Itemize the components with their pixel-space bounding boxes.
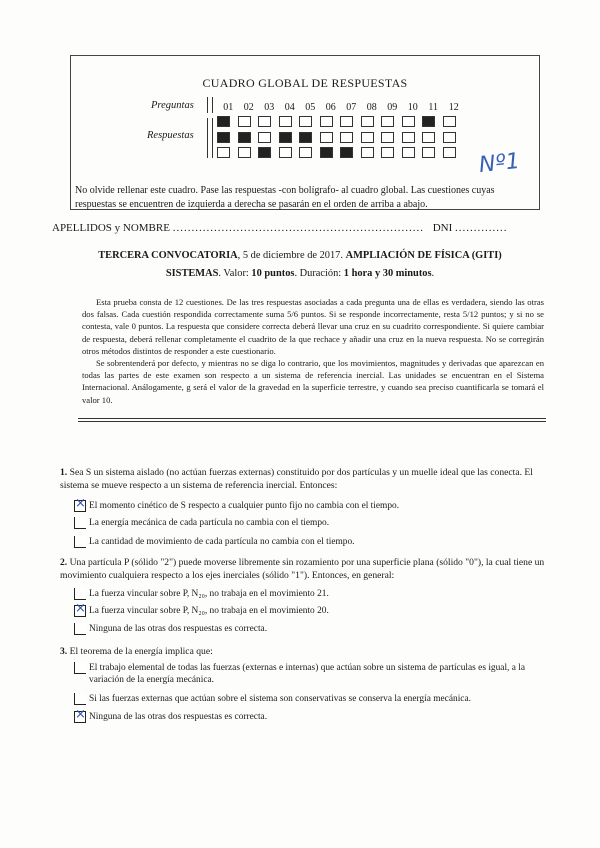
question-number-header: 10: [407, 102, 418, 113]
answer-grid-cell[interactable]: [258, 147, 271, 158]
divider: [207, 118, 213, 158]
answer-box-note: No olvide rellenar este cuadro. Pase las respuestas -con bolígrafo- al cuadro global. Las cuestiones cuyas respuestas se encuentren de izquierda a derecha se pasarán en el orden de arriba a abajo.: [75, 185, 495, 210]
option-text: La fuerza vincular sobre P, N₂₀, no trabaja en el movimiento 20.: [89, 606, 329, 616]
question-number-header: 01: [223, 102, 234, 113]
answer-grid-cell[interactable]: [299, 147, 312, 158]
date: , 5 de diciembre de 2017.: [237, 250, 346, 261]
exam-heading-line1: [0, 250, 600, 261]
answer-grid-cell[interactable]: [402, 116, 415, 127]
answer-grid-cell[interactable]: [279, 116, 292, 127]
answer-grid-cell[interactable]: [422, 147, 435, 158]
answer-grid-cell[interactable]: [361, 116, 374, 127]
exam-heading-line2: [0, 268, 600, 279]
answer-grid-cell[interactable]: [340, 132, 353, 143]
question-1: [60, 466, 546, 492]
answer-grid-cell[interactable]: [340, 147, 353, 158]
points: 10 puntos: [251, 268, 295, 279]
option-text: Ninguna de las otras dos respuestas es correcta.: [89, 712, 268, 722]
divider: [78, 418, 546, 419]
answer-grid-cell[interactable]: [443, 147, 456, 158]
question-number-header: 11: [428, 102, 439, 113]
answer-grid-cell[interactable]: [279, 147, 292, 158]
answer-grid-cell[interactable]: [238, 132, 251, 143]
answers-label: Respuestas: [147, 130, 194, 141]
option-text: El trabajo elemental de todas las fuerzas (externas e internas) que actúan sobre un sistema de partículas es igual, a la variación de la energía mecánica.: [89, 663, 526, 685]
divider: [207, 97, 213, 113]
answer-box: [70, 55, 540, 210]
name-field[interactable]: ...................................................................: [172, 222, 424, 234]
answer-checkbox[interactable]: [74, 605, 86, 617]
answer-checkbox[interactable]: [74, 536, 86, 548]
option-text: La cantidad de movimiento de cada partícula no cambia con el tiempo.: [89, 537, 355, 547]
answer-checkbox[interactable]: [74, 500, 86, 512]
subject: AMPLIACIÓN DE FÍSICA (GITI): [345, 250, 502, 261]
answer-grid-cell[interactable]: [217, 132, 230, 143]
answer-grid-cell[interactable]: [217, 116, 230, 127]
option-text: Si las fuerzas externas que actúan sobre el sistema son conservativas se conserva la energía mecánica.: [89, 694, 471, 704]
answer-grid-cell[interactable]: [217, 147, 230, 158]
question-text: El teorema de la energía implica que:: [69, 646, 213, 657]
answer-grid-cell[interactable]: [320, 147, 333, 158]
question-number-header: 08: [366, 102, 377, 113]
option-text: La fuerza vincular sobre P, N₂₀, no trabaja en el movimiento 21.: [89, 589, 329, 599]
question-numbers: [218, 102, 464, 113]
answer-grid-cell[interactable]: [402, 147, 415, 158]
answer-checkbox[interactable]: [74, 517, 86, 529]
answer-grid-cell[interactable]: [279, 132, 292, 143]
option[interactable]: [74, 693, 544, 705]
questions-label: Preguntas: [151, 100, 194, 111]
instructions-paragraph: Se sobrentenderá por defecto, y mientras no se diga lo contrario, que los movimientos, magnitudes y derivadas que aparezcan en todas las partes de este examen son respecto a un sistema de referencia inercial. Las unidades se encuentran en el Sistema Internacional. Análogamente, g será el valor de la gravedad en la superficie terrestre, y cuando sea preciso cuantificarla se tomará el valor 10.: [82, 358, 544, 405]
question-2: [60, 556, 546, 582]
option[interactable]: [74, 500, 399, 512]
name-label: APELLIDOS y NOMBRE: [52, 222, 170, 234]
answer-grid-cell[interactable]: [381, 147, 394, 158]
divider: [78, 421, 546, 422]
option[interactable]: [74, 662, 544, 686]
answer-checkbox[interactable]: [74, 711, 86, 723]
question-number-header: 05: [305, 102, 316, 113]
question-number: 2.: [60, 557, 68, 568]
answer-box-title: CUADRO GLOBAL DE RESPUESTAS: [202, 76, 408, 90]
dni-field[interactable]: ..............: [455, 222, 508, 234]
value-label: . Valor:: [218, 268, 252, 279]
answer-grid-cell[interactable]: [340, 116, 353, 127]
answer-grid-cell[interactable]: [361, 132, 374, 143]
answer-grid-cell[interactable]: [381, 116, 394, 127]
handwritten-stamp: Nº1: [477, 148, 522, 179]
option[interactable]: [74, 517, 329, 529]
answer-grid-cell[interactable]: [299, 132, 312, 143]
question-3: [60, 645, 546, 658]
question-number-header: 09: [387, 102, 398, 113]
answer-grid-cell[interactable]: [320, 116, 333, 127]
option[interactable]: [74, 605, 329, 617]
option-text: El momento cinético de S respecto a cualquier punto fijo no cambia con el tiempo.: [89, 501, 400, 511]
answer-grid-cell[interactable]: [381, 132, 394, 143]
name-line: [52, 222, 552, 234]
answer-checkbox[interactable]: [74, 662, 86, 674]
question-number-header: 12: [448, 102, 459, 113]
question-number: 3.: [60, 646, 68, 657]
option[interactable]: [74, 623, 267, 635]
answer-checkbox[interactable]: [74, 693, 86, 705]
option[interactable]: [74, 588, 329, 600]
dni-label: DNI: [432, 222, 453, 234]
answer-grid-cell[interactable]: [320, 132, 333, 143]
answer-grid-cell[interactable]: [258, 116, 271, 127]
option[interactable]: [74, 536, 355, 548]
answer-grid-cell[interactable]: [258, 132, 271, 143]
question-number-header: 04: [284, 102, 295, 113]
question-number-header: 03: [264, 102, 275, 113]
answer-grid-cell[interactable]: [299, 116, 312, 127]
question-number-header: 07: [346, 102, 357, 113]
instructions: [82, 296, 544, 406]
question-number: 1.: [60, 467, 68, 478]
question-number-header: 02: [243, 102, 254, 113]
answer-checkbox[interactable]: [74, 623, 86, 635]
duration-label: . Duración:: [294, 268, 344, 279]
answer-grid-cell[interactable]: [422, 116, 435, 127]
question-text: Sea S un sistema aislado (no actúan fuerzas externas) constituido por dos partículas y un muelle ideal que las conecta. El sistema se mueve respecto a un sistema de referencia inercial. Entonces:: [60, 467, 533, 491]
topic: SISTEMAS: [165, 268, 219, 279]
answer-grid-cell[interactable]: [443, 132, 456, 143]
answer-grid-cell[interactable]: [422, 132, 435, 143]
answer-grid-cell[interactable]: [443, 116, 456, 127]
option-text: La energía mecánica de cada partícula no cambia con el tiempo.: [89, 518, 330, 528]
instructions-paragraph: Esta prueba consta de 12 cuestiones. De las tres respuestas asociadas a cada pregunta una de ellas es verdadera, siendo las otras dos falsas. Cada cuestión respondida correctamente suma 5/6 puntos. Si se responde incorrectamente, resta 5/12 puntos; y si no se contesta, vale 0 puntos. La respuesta que considere correcta deberá llevar una cruz en su cuadrito correspondiente. Si quiere cambiar de respuesta, deberá rellenar completamente el cuadrito de la que rechace y añadir una cruz en la nueva respuesta. No se corregirán otros métodos distintos de responder a este cuestionario.: [82, 297, 544, 356]
answer-grid-cell[interactable]: [238, 116, 251, 127]
period: .: [431, 268, 435, 279]
convocatoria: TERCERA CONVOCATORIA: [98, 250, 238, 261]
answer-grid-cell[interactable]: [238, 147, 251, 158]
question-text: Una partícula P (sólido "2") puede moverse libremente sin rozamiento por una superficie plana (sólido "0"), la cual tiene un movimiento cualquiera respecto a los ejes inerciales (sólido "1"). Entonces, en general:: [60, 557, 545, 581]
answer-grid: [214, 116, 474, 162]
answer-grid-cell[interactable]: [361, 147, 374, 158]
answer-grid-cell[interactable]: [402, 132, 415, 143]
option-text: Ninguna de las otras dos respuestas es correcta.: [89, 624, 268, 634]
option[interactable]: [74, 711, 267, 723]
duration: 1 hora y 30 minutos: [343, 268, 432, 279]
question-number-header: 06: [325, 102, 336, 113]
answer-checkbox[interactable]: [74, 588, 86, 600]
